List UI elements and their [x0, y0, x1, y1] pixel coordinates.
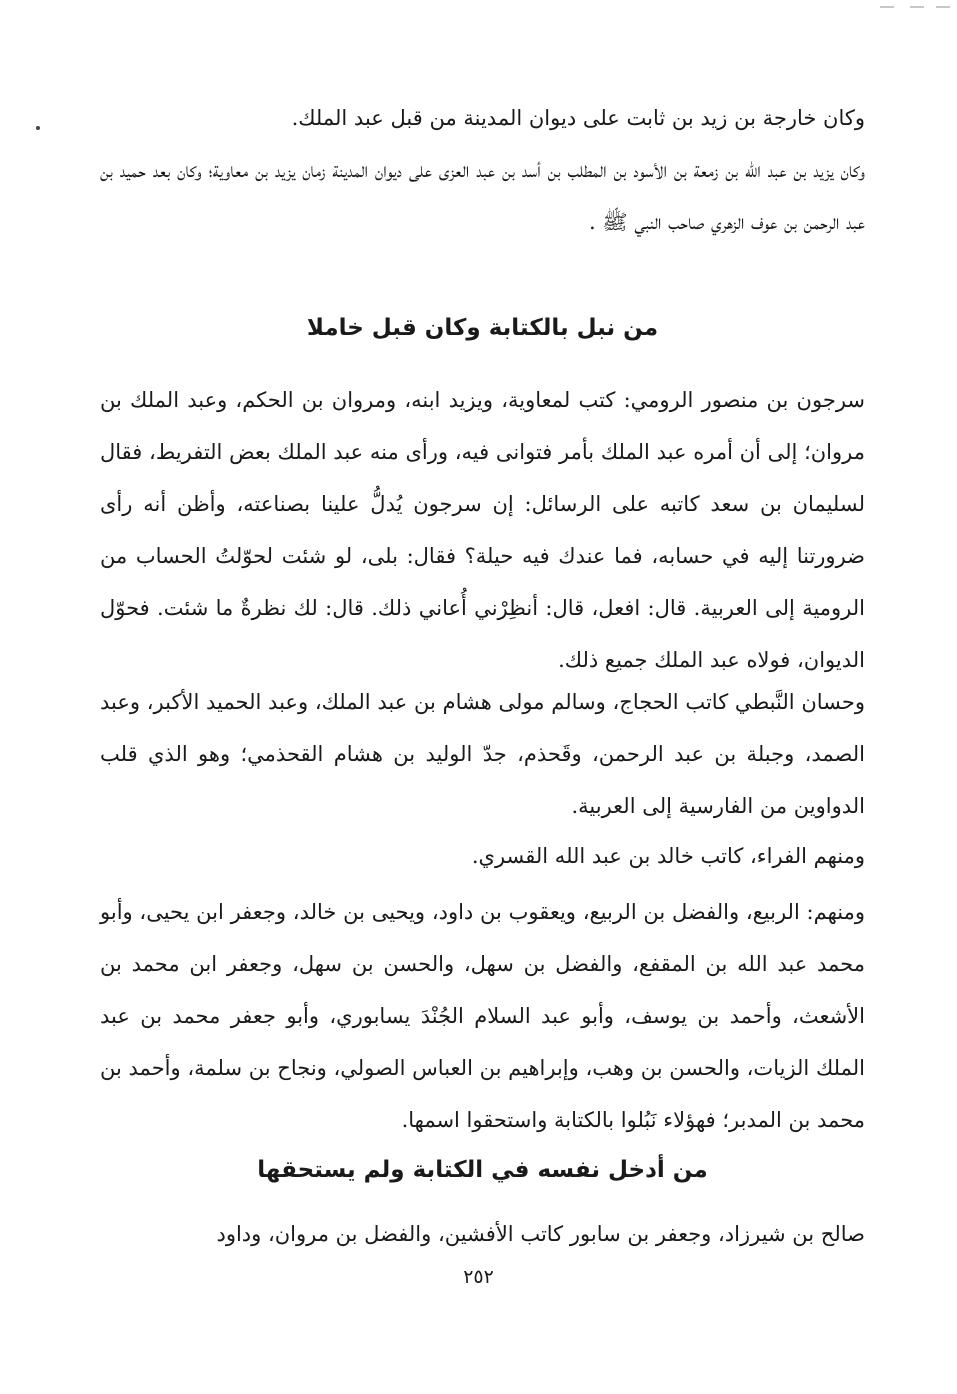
paragraph-farra: ومنهم الفراء، كاتب خالد بن عبد الله القسري. [471, 844, 865, 868]
paragraph-rabi: ومنهم: الربيع، والفضل بن الربيع، ويعقوب بن داود، ويحيى بن خالد، وجعفر ابن يحيى، وأبو محمد عبد الله بن المقفع، والفضل بن سهل، والحسن بن سهل، وجعفر ابن محمد بن الأشعث، وأحمد بن يوسف، وأبو عبد السلام الجُنْدَ يسابوري، وأبو جعفر محمد بن عبد الملك الزيات، والحسن بن وهب، وإبراهيم بن العباس الصولي، ونجاح بن سلمة، وأحمد بن محمد بن المدبر؛ فهؤلاء نَبُلوا بالكتابة واستحقوا اسمها. [100, 900, 865, 1132]
page-number: ٢٥٢ [463, 1266, 494, 1288]
paragraph-kharija: وكان خارجة بن زيد بن ثابت على ديوان المدينة من قبل عبد الملك. [291, 106, 865, 130]
paragraph-yazid: وكان يزيد بن عبد الله بن زمعة بن الأسود بن المطلب بن أسد بن عبد العزى على ديوان المدينة زمان يزيد بن معاوية؛ وكان بعد حميد بن عبد الرحمن بن عوف الزهري صاحب النبي ﷺ . [100, 158, 865, 234]
section-heading-unworthy: من أدخل نفسه في الكتابة ولم يستحقها [257, 1157, 708, 1183]
scan-mark [880, 6, 894, 8]
margin-dot [36, 126, 40, 130]
paragraph-sarjun: سرجون بن منصور الرومي: كتب لمعاوية، ويزيد ابنه، ومروان بن الحكم، وعبد الملك بن مروان؛ إلى أن أمره عبد الملك بأمر فتوانى فيه، ورأى منه عبد الملك بعض التفريط، فقال لسليمان بن سعد كاتبه على الرسائل: إن سرجون يُدلُّ علينا بصناعته، وأظن أنه رأى ضرورتنا إليه في حسابه، فما عندك فيه حيلة؟ فقال: بلى، لو شئت لحوّلتُ الحساب من الرومية إلى العربية. قال: افعل، قال: أنظِرْني أُعاني ذلك. قال: لك نظرةٌ ما شئت. فحوّل الديوان، فولاه عبد الملك جميع ذلك. [100, 388, 865, 672]
section-heading-ennobled: من نبل بالكتابة وكان قبل خاملا [306, 315, 659, 341]
paragraph-salih: صالح بن شيرزاد، وجعفر بن سابور كاتب الأفشين، والفضل بن مروان، وداود [216, 1222, 865, 1246]
scan-mark [936, 6, 950, 8]
paragraph-hassan: وحسان النَّبطي كاتب الحجاج، وسالم مولى هشام بن عبد الملك، وعبد الحميد الأكبر، وعبد الصمد، وجبلة بن عبد الرحمن، وقَحذم، جدّ الوليد بن هشام القحذمي؛ وهو الذي قلب الدواوين من الفارسية إلى العربية. [100, 690, 865, 818]
scan-mark [910, 6, 924, 8]
